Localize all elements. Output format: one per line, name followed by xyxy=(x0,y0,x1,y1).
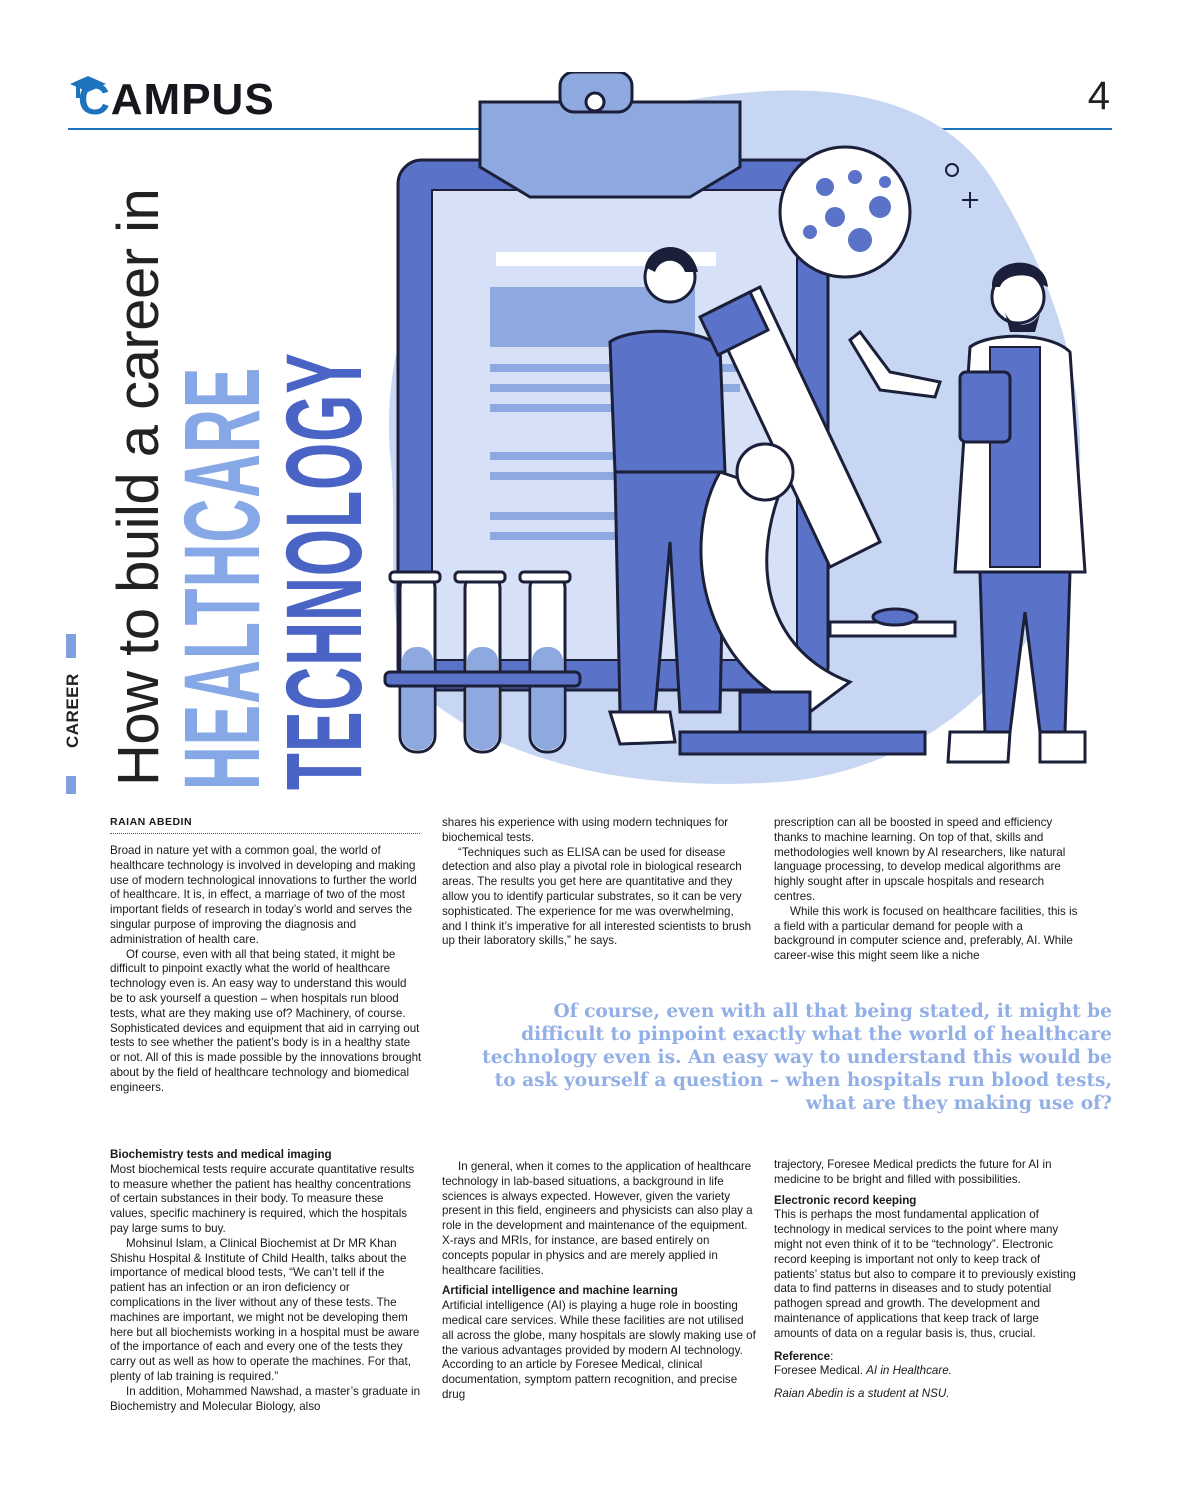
pull-quote: Of course, even with all that being stated, it might be difficult to pinpoint exactly what the world of healthcare technology even is. An easy way to understand this would be to ask yourself a question – when hospitals run blood tests, what are they making use of? xyxy=(482,1001,1112,1114)
article-column-1-top xyxy=(110,844,422,1096)
campus-logo: CAMPUS xyxy=(78,75,275,124)
paragraph: prescription can all be boosted in speed and efficiency thanks to machine learning. On top of that, skills and methodologies well known by AI researchers, like natural language processing, to develop medical algorithms are highly sought after in upscale hospitals and research centres. xyxy=(774,816,1066,903)
page-number: 4 xyxy=(1087,74,1110,118)
section-label: CAREER xyxy=(63,673,82,748)
paragraph: In addition, Mohammed Nawshad, a master’s graduate in Biochemistry and Molecular Biology, also xyxy=(110,1384,421,1413)
paragraph: This is perhaps the most fundamental application of technology in medical services to the point where many might not even think of it to be “technology”. Electronic record keeping is important not only to keep track of patients’ status but also to compare it to previously existing data to find patterns in diseases and to study potential pathogen spread and growth. The development and maintenance of applications that keep track of large amounts of data on a regular basis is, thus, crucial. xyxy=(774,1208,1076,1340)
paragraph: shares his experience with using modern techniques for biochemical tests. xyxy=(442,816,729,844)
paragraph: Most biochemical tests require accurate quantitative results to measure whether the patient has healthy concentrations of certain substances in their body. To measure these values, specific machinery is required, which the hospitals pay large sums to buy. xyxy=(110,1162,415,1235)
paragraph: In general, when it comes to the application of healthcare technology in lab-based situations, a background in life sciences is always expected. However, given the variety present in this field, engineers and physicists can also play a role in the development and maintenance of the equipment. X-rays and MRIs, for instance, are based entirely on concepts popular in physics and are merely applied in healthcare facilities. xyxy=(442,1160,753,1277)
paragraph: Mohsinul Islam, a Clinical Biochemist at Dr MR Khan Shishu Hospital & Institute of Child Health, talks about the importance of medical blood tests, “We can’t tell if the patient has an infection or an iron deficiency or complications in the liver without any of these tests. The machines are important, we might not be developing them here but all biochemists working in a hospital must be aware of the importance of each and every one of the tests they carry out as well as how to operate the machines. For that, plenty of lab training is required.” xyxy=(110,1236,420,1383)
author-note: Raian Abedin is a student at NSU. xyxy=(774,1387,950,1401)
subheading: Artificial intelligence and machine learning xyxy=(442,1284,678,1298)
article-column-3-bottom xyxy=(774,1158,1086,1402)
subheading: Electronic record keeping xyxy=(774,1193,917,1207)
paragraph: Broad in nature yet with a common goal, the world of healthcare technology is involved in developing and making use of modern technological innovations to further the world of healthcare. It is, in effect, a marriage of two of the most important fields of research in today’s world and serves the singular purpose of improving the diagnosis and administration of health care. xyxy=(110,844,417,946)
paragraph: While this work is focused on healthcare facilities, this is a field with a particular demand for people with a background in computer science and, preferably, AI. While career-wise this might seem like a niche xyxy=(774,904,1078,963)
paragraph: “Techniques such as ELISA can be used for disease detection and also play a pivotal role in biological research areas. The results you get here are quantitative and they allow you to identify particular substrates, so it can be very sophisticated. The experience for me was overwhelming, and I think it’s imperative for all interested scientists to brush up their laboratory skills,” he says. xyxy=(442,845,752,948)
article-column-2-bottom xyxy=(442,1160,756,1403)
section-marker xyxy=(66,776,76,794)
subheading: Biochemistry tests and medical imaging xyxy=(110,1148,332,1161)
paragraph: Of course, even with all that being stated, it might be difficult to pinpoint exactly what the world of healthcare technology even is. An easy way to understand this would be to ask yourself a question – when hospitals run blood tests, what are they making use of? Machinery, of course. Sophisticated devices and equipment that aid in carrying out tests to see whether the patient’s body is in a healthy state or not. All of this is made possible by the innovations brought about by the field of healthcare technology and biomedical engineers. xyxy=(110,947,422,1094)
byline: RAIAN ABEDIN xyxy=(110,816,193,828)
healthcare-illustration xyxy=(380,72,1120,792)
tablet-icon xyxy=(960,372,1010,442)
paragraph: trajectory, Foresee Medical predicts the future for AI in medicine to be bright and filled with possibilities. xyxy=(774,1158,1052,1186)
article-column-2-top xyxy=(442,816,756,949)
byline-divider xyxy=(110,833,420,834)
headline-line-1: How to build a career in xyxy=(106,188,171,786)
test-tubes-icon xyxy=(385,572,580,752)
article-column-3-top xyxy=(774,816,1086,964)
section-marker xyxy=(66,634,76,658)
headline-line-2: HEALTHCARE xyxy=(161,366,282,790)
reference-label: Reference: xyxy=(774,1349,834,1363)
paragraph: Artificial intelligence (AI) is playing a huge role in boosting medical care services. While these facilities are not utilised all across the globe, many hospitals are slowly making use of the various advantages provided by modern AI technology. According to an article by Foresee Medical, clinical documentation, symptom pattern recognition, and precise drug xyxy=(442,1299,756,1401)
petri-dish-icon xyxy=(780,147,910,277)
headline-line-3: TECHNOLOGY xyxy=(263,352,384,790)
article-column-1-bottom xyxy=(110,1146,422,1414)
reference-entry: Foresee Medical. AI in Healthcare. xyxy=(774,1364,952,1378)
